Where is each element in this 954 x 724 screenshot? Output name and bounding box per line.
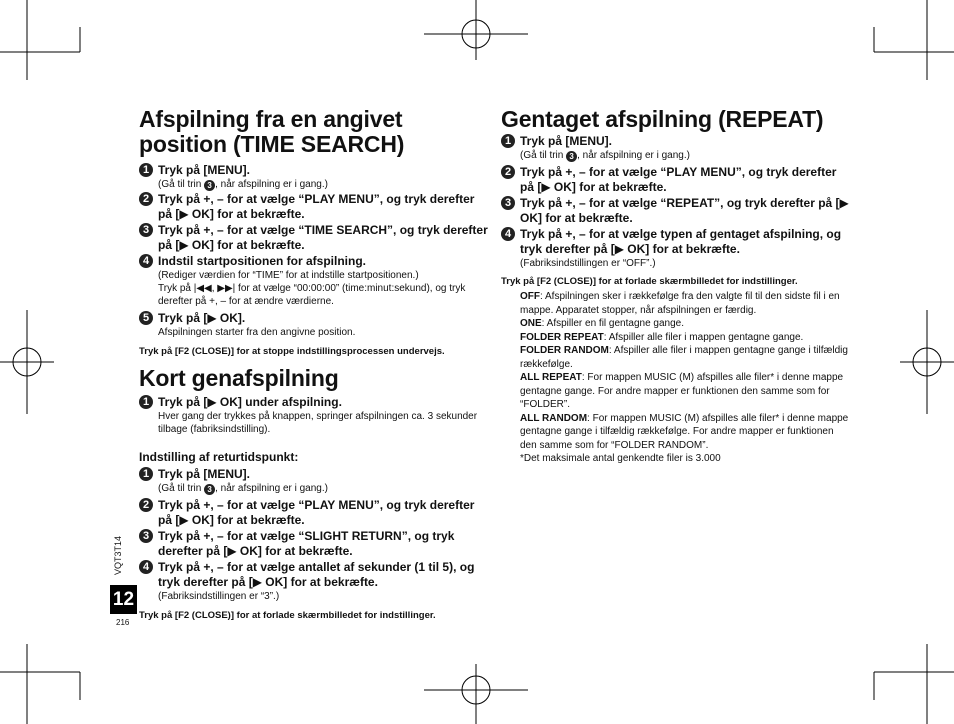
step-1: 1 Tryk på [MENU]. (Gå til trin 3 , når afspilning er i gang.) (501, 134, 851, 162)
kort-genafspilning-title: Kort genafspilning (139, 365, 339, 391)
footnote: *Det maksimale antal genkendte filer is 3.000 (520, 453, 721, 464)
option-folder-repeat: FOLDER REPEAT: Afspiller alle filer i mappen gentagne gange. (520, 331, 804, 343)
tip-text: Tryk på [F2 (CLOSE)] for at stoppe indstillingsprocessen undervejs. (139, 346, 445, 357)
option-off: OFF: Afspilningen sker i rækkefølge fra den valgte fil til den sidste fil i en mappe. Apparatet stopper, når afspilningen er færdig. (520, 291, 840, 316)
step-3: 3 Tryk på +, – for at vælge “REPEAT”, og tryk derefter på [▶ OK] for at bekræfte. (501, 196, 851, 226)
right-column (501, 107, 851, 466)
step-1: 1 Tryk på [▶ OK] under afspilning. Hver gang der trykkes på knappen, springer afspilningen ca. 3 sekunder tilbage (fabriksindstilling). (139, 395, 489, 436)
option-one: ONE: Afspiller en fil gentagne gange. (520, 318, 684, 329)
page-number: 12 (110, 585, 137, 614)
product-code: VQT3T14 (113, 535, 123, 575)
step-2: 2 Tryk på +, – for at vælge “PLAY MENU”, og tryk derefter på [▶ OK] for at bekræfte. (501, 165, 851, 195)
step-2: 2 Tryk på +, – for at vælge “PLAY MENU”, og tryk derefter på [▶ OK] for at bekræfte. (139, 192, 489, 222)
step-4: 4 Indstil startpositionen for afspilning. (Rediger værdien for “TIME” for at indstille startpositionen.) Tryk på |◀◀, ▶▶| for at vælge “00:00:00” (time:minut:sekund), og tryk derefter på +, – for at ændre værdierne. (139, 254, 489, 308)
subheading: Indstilling af returtidspunkt: (139, 450, 299, 464)
step-1 (139, 163, 489, 191)
footer-number: 216 (116, 618, 130, 627)
option-all-random: ALL RANDOM: For mappen MUSIC (M) afspilles alle filer* i denne mappe gentagne gange i tilfældig rækkefølge. For andre mapper er funktionen den samme som for “FOLDER RANDOM”. (520, 412, 849, 451)
tip-text: Tryk på [F2 (CLOSE)] for at forlade skærmbilledet for indstillinger. (501, 276, 798, 287)
repeat-title: Gentaget afspilning (REPEAT) (501, 106, 824, 132)
left-column (139, 107, 489, 624)
step-5: 5 Tryk på [▶ OK]. Afspilningen starter fra den angivne position. (139, 311, 489, 339)
step-text: Tryk på [MENU]. (158, 163, 251, 177)
step-4: 4 Tryk på +, – for at vælge antallet af sekunder (1 til 5), og tryk derefter på [▶ OK] for at bekræfte. (Fabriksindstillingen er “3”.) (139, 560, 489, 603)
step-1: 1 Tryk på [MENU]. (Gå til trin 3 , når afspilning er i gang.) (139, 467, 489, 495)
step-note: (Gå til trin 3 , når afspilning er i gang.) (158, 179, 328, 190)
step-2: 2 Tryk på +, – for at vælge “PLAY MENU”, og tryk derefter på [▶ OK] for at bekræfte. (139, 498, 489, 528)
time-search-title: Afspilning fra en angivet position (TIME SEARCH) (139, 106, 405, 157)
step-4: 4 Tryk på +, – for at vælge typen af gentaget afspilning, og tryk derefter på [▶ OK] for at bekræfte. (Fabriksindstillingen er “OFF”.) (501, 227, 851, 270)
step-3: 3 Tryk på +, – for at vælge “TIME SEARCH”, og tryk derefter på [▶ OK] for at bekræfte. (139, 223, 489, 253)
step-3: 3 Tryk på +, – for at vælge “SLIGHT RETURN”, og tryk derefter på [▶ OK] for at bekræfte. (139, 529, 489, 559)
option-folder-random: FOLDER RANDOM: Afspiller alle filer i mappen gentagne gange i tilfældig rækkefølge. (520, 345, 848, 370)
step-number: 1 (139, 163, 153, 177)
tip-text: Tryk på [F2 (CLOSE)] for at forlade skærmbilledet for indstillinger. (139, 610, 436, 621)
option-all-repeat: ALL REPEAT: For mappen MUSIC (M) afspilles alle filer* i denne mappe gentagne gange. For andre mapper er funktionen den samme som for “FOLDER”. (520, 372, 844, 410)
